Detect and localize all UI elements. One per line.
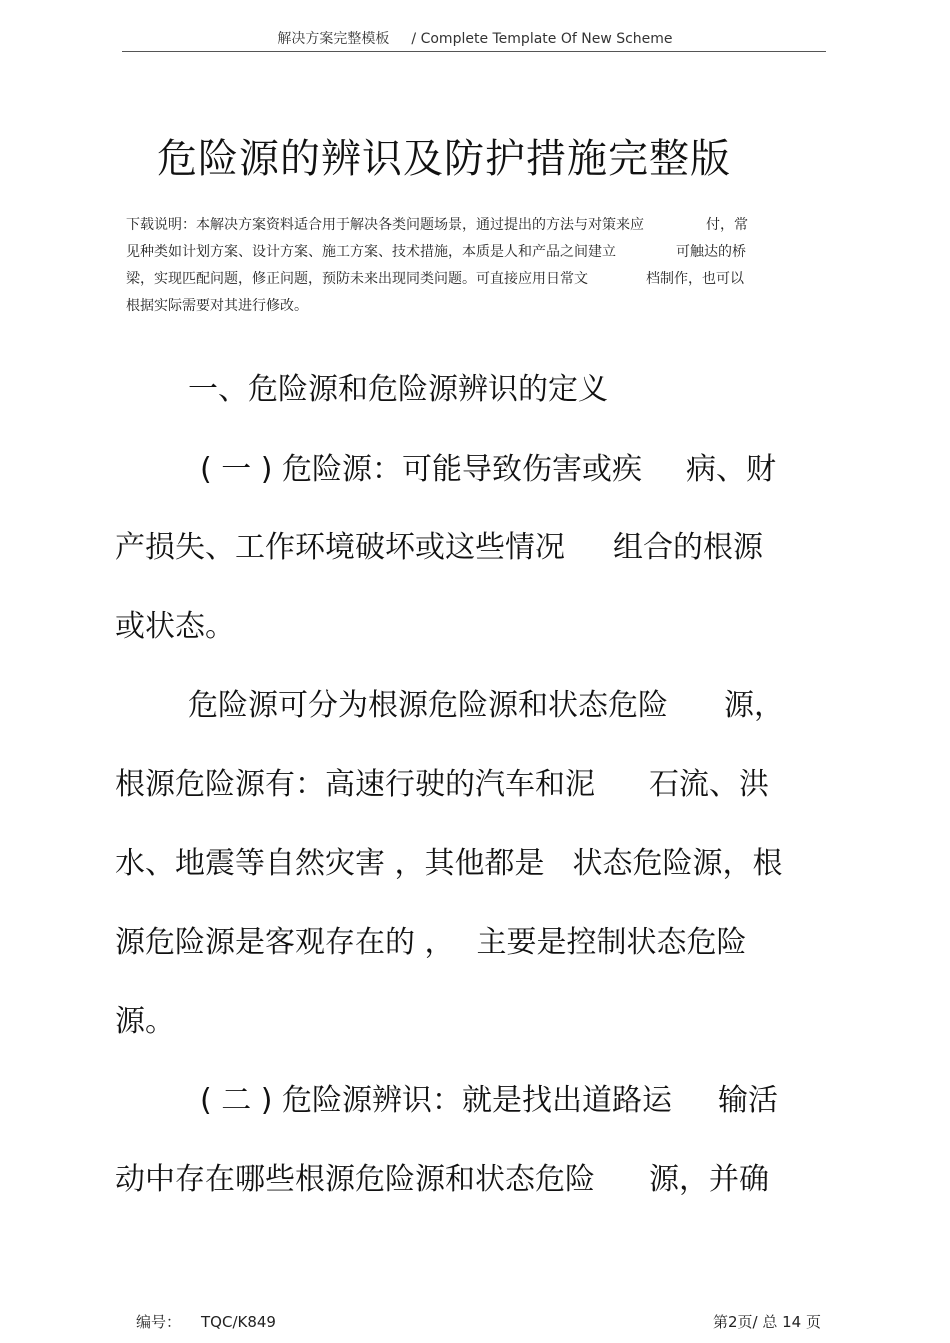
header-en: / Complete Template Of New Scheme [411, 31, 673, 47]
page-header [0, 28, 950, 48]
download-note-line-4: 根据实际需要对其进行修改。 [126, 298, 308, 314]
body-line: 源危险源是客观存在的 ， 主要是控制状态危险 [115, 925, 747, 960]
download-note-line-1: 下载说明：本解决方案资料适合用于解决各类问题场景，通过提出的方法与对策来应 付，常 [126, 217, 748, 233]
body-line: ( 二 ) 危险源辨识：就是找出道路运 输活 [200, 1083, 779, 1118]
body-line: 或状态。 [115, 609, 235, 644]
body-line: 动中存在哪些根源危险源和状态危险 源，并确 [115, 1162, 769, 1197]
body-line: ( 一 ) 危险源：可能导致伤害或疾 病、财 [200, 452, 777, 487]
page-number: 第2页/ 总 14 页 [713, 1313, 821, 1331]
document-code: 编号： TQC/K849 [136, 1313, 276, 1331]
header-rule [122, 51, 826, 52]
document-title: 危险源的辨识及防护措施完整版 [157, 136, 731, 182]
header-cn: 解决方案完整模板 [277, 31, 390, 47]
download-note-line-2: 见种类如计划方案、设计方案、施工方案、技术措施，本质是人和产品之间建立 可触达的桥 [126, 244, 746, 260]
body-line: 产损失、工作环境破坏或这些情况 组合的根源 [115, 530, 763, 565]
body-line: 源。 [115, 1004, 175, 1039]
body-line: 水、地震等自然灾害 ，其他都是 状态危险源，根 [115, 846, 783, 881]
body-line: 危险源可分为根源危险源和状态危险 源， [188, 688, 784, 723]
download-note-line-3: 梁，实现匹配问题，修正问题，预防未来出现同类问题。可直接应用日常文 档制作，也可以 [126, 271, 744, 287]
section-heading-1: 一、危险源和危险源辨识的定义 [188, 372, 608, 407]
body-line: 根源危险源有：高速行驶的汽车和泥 石流、洪 [115, 767, 769, 802]
